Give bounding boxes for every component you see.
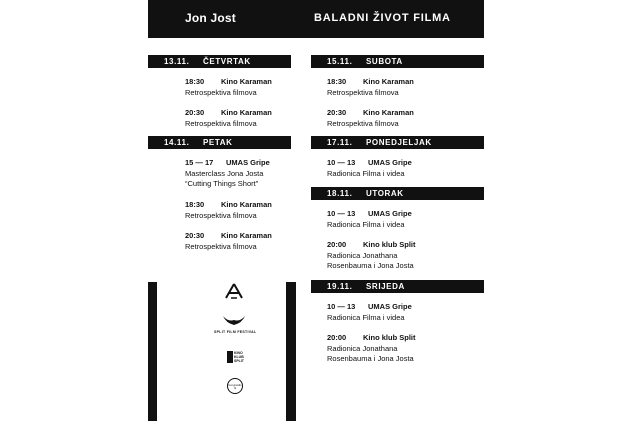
festival-label: SPLIT FILM FESTIVAL	[214, 330, 257, 334]
event-desc: Retrospektiva filmova	[185, 87, 257, 97]
event-venue: Kino Karaman	[221, 200, 272, 209]
day-bar-17	[311, 136, 484, 149]
day-weekday: SUBOTA	[366, 57, 403, 66]
event-item	[327, 302, 412, 323]
event-venue: UMAS Gripe	[368, 302, 412, 311]
day-weekday: PONEDJELJAK	[366, 138, 432, 147]
event-time: 20:00	[327, 333, 347, 342]
event-desc: Radionica Filma i videa	[327, 168, 405, 178]
event-item	[327, 333, 416, 365]
whale-tail-logo-icon	[222, 314, 246, 326]
event-desc: Retrospektiva filmova	[185, 210, 257, 220]
day-date: 14.11.	[164, 138, 190, 147]
event-item	[185, 158, 270, 190]
event-venue: Kino klub Split	[363, 240, 416, 249]
event-desc: Retrospektiva filmova	[327, 87, 399, 97]
event-time: 20:30	[327, 108, 347, 117]
event-time: 20:30	[185, 108, 205, 117]
event-desc: Radionica Jonathana	[327, 343, 398, 353]
poster-header	[148, 0, 484, 38]
panel-black-strip-left	[148, 282, 157, 421]
event-desc-2: Rosenbauma i Jona Josta	[327, 261, 414, 270]
day-date: 18.11.	[327, 189, 353, 198]
event-time: 18:30	[327, 77, 347, 86]
academy-a-logo-icon	[224, 283, 244, 299]
event-time: 10 — 13	[327, 302, 356, 311]
kino-klub-text	[234, 351, 244, 363]
event-venue: UMAS Gripe	[368, 209, 412, 218]
day-bar-18	[311, 187, 484, 200]
kino-klub-line: KINO	[234, 351, 243, 355]
event-venue: Kino Karaman	[221, 231, 272, 240]
event-venue: UMAS Gripe	[368, 158, 412, 167]
sponsor-panel	[148, 282, 296, 421]
day-date: 17.11.	[327, 138, 353, 147]
day-bar-14	[148, 136, 291, 149]
event-desc-2: Rosenbauma i Jona Josta	[327, 354, 414, 363]
kino-klub-mark-icon	[227, 351, 233, 363]
day-weekday: UTORAK	[366, 189, 404, 198]
event-item	[185, 231, 272, 252]
event-item	[327, 77, 414, 98]
kino-klub-line: KLUB	[234, 355, 244, 359]
event-desc: Radionica Filma i videa	[327, 219, 405, 229]
badge-logo-icon	[227, 378, 243, 394]
event-desc: Masterclass Jona Josta	[185, 168, 264, 178]
event-venue: Kino Karaman	[363, 108, 414, 117]
event-time: 18:30	[185, 77, 205, 86]
event-desc: Retrospektiva filmova	[185, 241, 257, 251]
event-venue: Kino Karaman	[363, 77, 414, 86]
event-item	[185, 108, 272, 129]
event-desc: Radionica Filma i videa	[327, 312, 405, 322]
day-weekday: SRIJEDA	[366, 282, 405, 291]
event-item	[185, 77, 272, 98]
event-venue: Kino Karaman	[221, 77, 272, 86]
event-item	[327, 108, 414, 129]
event-item	[185, 200, 272, 221]
day-weekday: ČETVRTAK	[203, 57, 251, 66]
day-weekday: PETAK	[203, 138, 233, 147]
event-desc-2: “Cutting Things Short”	[185, 179, 259, 188]
event-item	[327, 158, 412, 179]
event-venue: UMAS Gripe	[226, 158, 270, 167]
event-time: 10 — 13	[327, 158, 356, 167]
event-venue: Kino Karaman	[221, 108, 272, 117]
kino-klub-line: SPLIT	[234, 359, 244, 363]
day-date: 19.11.	[327, 282, 353, 291]
badge-logo-text: fest grandis zk	[228, 384, 242, 390]
day-bar-19	[311, 280, 484, 293]
author-name: Jon Jost	[185, 11, 236, 25]
event-desc: Retrospektiva filmova	[185, 118, 257, 128]
event-time: 20:00	[327, 240, 347, 249]
poster-title: BALADNI ŽIVOT FILMA	[314, 12, 451, 24]
event-desc: Retrospektiva filmova	[327, 118, 399, 128]
day-date: 15.11.	[327, 57, 353, 66]
event-desc: Radionica Jonathana	[327, 250, 398, 260]
kino-klub-logo	[227, 351, 246, 363]
event-time: 20:30	[185, 231, 205, 240]
event-time: 15 — 17	[185, 158, 214, 167]
day-date: 13.11.	[164, 57, 190, 66]
event-poster	[148, 0, 484, 421]
day-bar-15	[311, 55, 484, 68]
event-item	[327, 240, 416, 272]
day-bar-13	[148, 55, 291, 68]
panel-black-strip-right	[286, 282, 296, 421]
event-time: 18:30	[185, 200, 205, 209]
event-item	[327, 209, 412, 230]
event-time: 10 — 13	[327, 209, 356, 218]
event-venue: Kino klub Split	[363, 333, 416, 342]
